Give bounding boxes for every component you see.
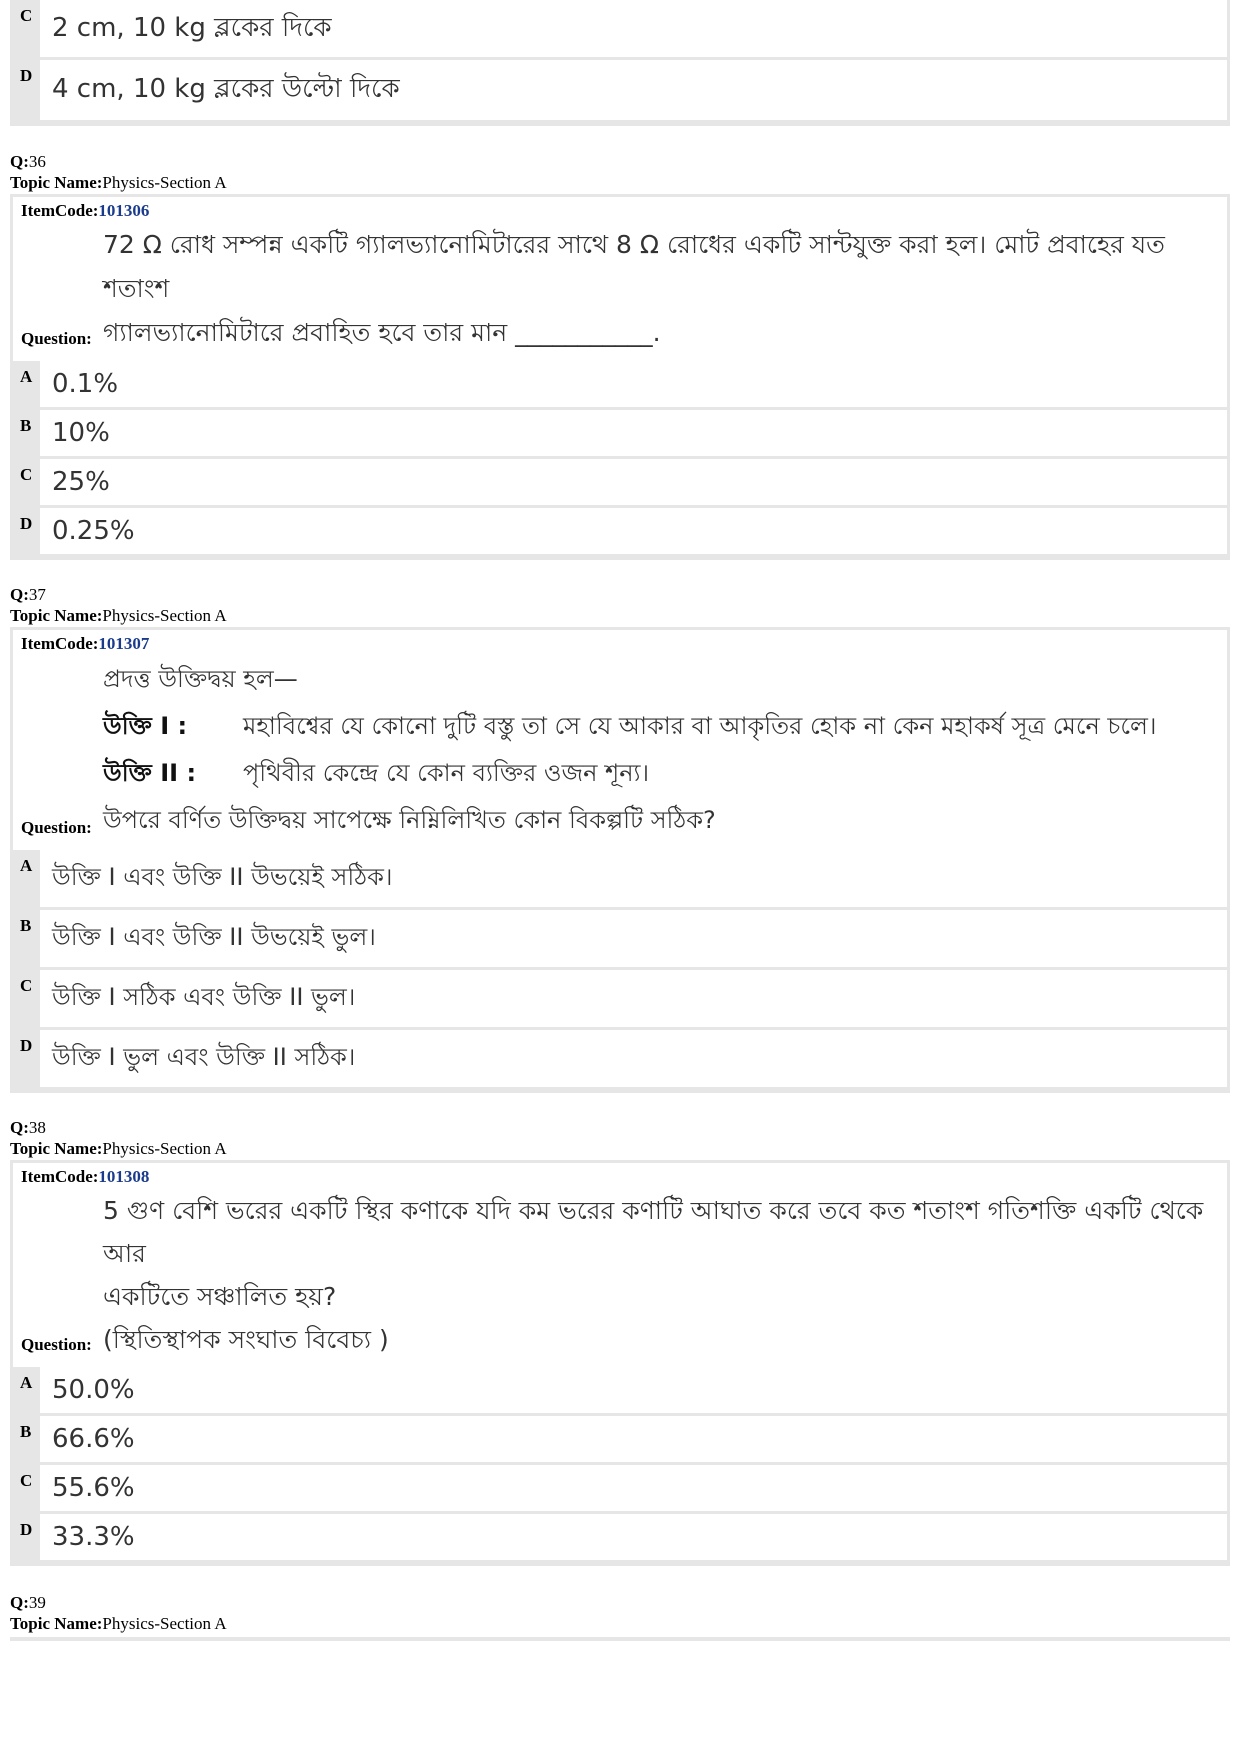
- option-a[interactable]: A 0.1%: [10, 361, 1230, 407]
- option-a[interactable]: A 50.0%: [10, 1367, 1230, 1413]
- question-header: Q:39 Topic Name:Physics-Section A: [10, 1593, 227, 1633]
- question-text: প্রদত্ত উক্তিদ্বয় হল— উক্তি I : মহাবিশ্বের যে কোনো দুটি বস্তু তা সে যে আকার বা আকৃতির হোক না কেন মহাকর্ষ সূত্র মেনে চলে। উক্তি II : পৃথিবীর কেন্দ্রে যে কোন ব্যক্তির ওজন শূন্য। উপরে বর্ণিত উক্তিদ্বয় সাপেক্ষে নিম্নিলিখিত কোন বিকল্পটি সঠিক?: [103, 656, 1219, 844]
- option-letter: C: [20, 6, 33, 25]
- option-letter: D: [20, 66, 33, 85]
- statement-1: উক্তি I : মহাবিশ্বের যে কোনো দুটি বস্তু তা সে যে আকার বা আকৃতির হোক না কেন মহাকর্ষ সূত্র মেনে চলে।: [103, 712, 1157, 740]
- question-number: 36: [28, 152, 46, 171]
- q-label: Q:: [10, 152, 29, 171]
- prev-options: [10, 0, 1230, 126]
- option-d[interactable]: D 33.3%: [10, 1514, 1230, 1560]
- option-c[interactable]: C উক্তি I সঠিক এবং উক্তি II ভুল।: [10, 970, 1230, 1027]
- option-b[interactable]: B 66.6%: [10, 1416, 1230, 1462]
- question-number: 39: [28, 1593, 46, 1612]
- option-b[interactable]: B 10%: [10, 410, 1230, 456]
- question-label: Question:: [21, 1335, 92, 1354]
- question-label: Question:: [21, 329, 92, 348]
- question-block: [10, 627, 1230, 850]
- question-header: Q:38 Topic Name:Physics-Section A: [10, 1118, 227, 1158]
- item-code: ItemCode:101308: [21, 1167, 150, 1186]
- topic-label: Topic Name:: [10, 173, 103, 192]
- option-text: 4 cm, 10 kg ব্লকের উল্টো দিকে: [40, 60, 1227, 120]
- question-block: [10, 194, 1230, 361]
- option-d[interactable]: D উক্তি I ভুল এবং উক্তি II সঠিক।: [10, 1030, 1230, 1087]
- question-header: Q:37 Topic Name:Physics-Section A: [10, 585, 227, 625]
- statement-2: উক্তি II : পৃথিবীর কেন্দ্রে যে কোন ব্যক্তির ওজন শূন্য।: [103, 759, 650, 787]
- question-text: 72 Ω রোধ সম্পন্ন একটি গ্যালভ্যানোমিটারের সাথে 8 Ω রোধের একটি সান্টযুক্ত করা হল। মোট প্রবাহের যত শতাংশ গ্যালভ্যানোমিটারে প্রবাহিত হবে তার মান ___________.: [103, 230, 1165, 347]
- topic-name: Physics-Section A: [102, 1614, 227, 1633]
- option-d[interactable]: D 0.25%: [10, 508, 1230, 554]
- option-row[interactable]: [10, 0, 1230, 57]
- question-number: 37: [28, 585, 46, 604]
- option-row[interactable]: [10, 60, 1230, 120]
- option-a[interactable]: A উক্তি I এবং উক্তি II উভয়েই সঠিক।: [10, 850, 1230, 907]
- option-c[interactable]: C 55.6%: [10, 1465, 1230, 1511]
- option-b[interactable]: B উক্তি I এবং উক্তি II উভয়েই ভুল।: [10, 910, 1230, 967]
- item-code: ItemCode:101307: [21, 634, 150, 653]
- option-text: 2 cm, 10 kg ব্লকের দিকে: [40, 0, 1227, 57]
- topic-name: Physics-Section A: [102, 173, 227, 192]
- question-label: Question:: [21, 818, 92, 837]
- question-number: 38: [28, 1118, 46, 1137]
- question-block: [10, 1160, 1230, 1367]
- divider: [10, 1637, 1230, 1641]
- item-code: ItemCode:101306: [21, 201, 150, 220]
- topic-name: Physics-Section A: [102, 606, 227, 625]
- question-text: 5 গুণ বেশি ভরের একটি স্থির কণাকে যদি কম ভরের কণাটি আঘাত করে তবে কত শতাংশ গতিশক্তি একটি থেকে আর একটিতে সঞ্চালিত হয়? (স্থিতিস্থাপক সংঘাত বিবেচ্য ): [103, 1196, 1204, 1354]
- exam-page: [10, 0, 1230, 1641]
- question-header: [10, 151, 1230, 193]
- topic-name: Physics-Section A: [102, 1139, 227, 1158]
- option-c[interactable]: C 25%: [10, 459, 1230, 505]
